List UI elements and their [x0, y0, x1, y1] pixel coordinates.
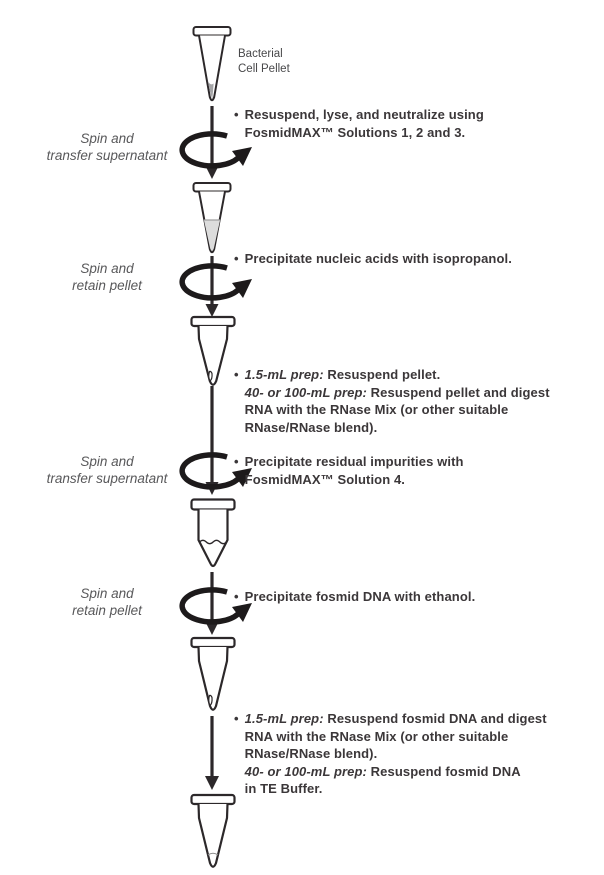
down-arrowhead: [205, 776, 219, 790]
down-arrow-icon: [162, 716, 262, 792]
tube-body: [199, 804, 228, 867]
start-label-line2: Cell Pellet: [238, 63, 290, 75]
prep-size-label: 40- or 100-mL prep:: [244, 384, 367, 400]
tube-cap-rim: [192, 500, 235, 510]
spin-label-4-line2: retain pellet: [72, 603, 142, 618]
text-line: RNA with the RNase Mix (or other suitable: [244, 402, 509, 417]
text-line: Resuspend fosmid DNA: [366, 763, 521, 779]
text-line: RNA with the RNase Mix (or other suitable: [244, 728, 509, 744]
tube-icon-final-dna: [188, 792, 238, 872]
step-note-final-resuspend-text: [245, 710, 547, 798]
spin-label-2-line1: Spin and: [80, 261, 134, 276]
pellet-outline-shape: [209, 371, 212, 381]
tube-body: [199, 326, 228, 385]
tube-cap-rim: [192, 638, 235, 647]
spin-label-2: [12, 260, 202, 294]
prep-size-label: 1.5-mL prep:: [244, 367, 324, 382]
bullet-dot: •: [234, 367, 239, 382]
bullet-dot: •: [234, 711, 239, 726]
bullet-dot: •: [234, 454, 239, 469]
text-line: in TE Buffer.: [244, 781, 323, 796]
prep-size-label: 1.5-mL prep:: [244, 711, 324, 726]
step-note-lyse: [234, 106, 484, 141]
step-note-final-resuspend: [234, 710, 547, 798]
tube-icon-nucleic-acid-pellet: [188, 314, 238, 390]
step-note-resuspend-pellet-text: [245, 366, 550, 436]
tube-icon-supernatant: [189, 180, 235, 258]
pellet-outline-shape: [209, 695, 212, 705]
step-note-isopropanol-text: [245, 250, 512, 268]
text-line: RNase/RNase blend).: [244, 746, 378, 761]
spin-label-4: [12, 585, 202, 619]
step-note-resuspend-pellet: [234, 366, 550, 436]
text-line: Precipitate nucleic acids with isopropanol.: [244, 251, 512, 266]
step-note-ethanol: [234, 588, 475, 606]
spin-label-3: [12, 453, 202, 487]
text-line: Resuspend, lyse, and neutralize using: [244, 107, 484, 122]
step-note-solution4: [234, 453, 464, 488]
step-note-solution4-text: [245, 453, 464, 488]
tube-icon-cleared-lysate: [188, 497, 238, 571]
spin-label-1-line1: Spin and: [80, 131, 134, 146]
tube-body: [199, 647, 228, 710]
text-line: RNase/RNase blend).: [244, 419, 378, 435]
tube-icon-bacterial-cell-pellet: [189, 24, 235, 106]
text-line: FosmidMAX™ Solutions 1, 2 and 3.: [244, 124, 466, 140]
spin-label-3-line2: transfer supernatant: [46, 471, 168, 486]
spin-label-1: [12, 130, 202, 164]
prep-size-label: 40- or 100-mL prep:: [244, 763, 367, 779]
text-line: Resuspend fosmid DNA and digest: [323, 711, 547, 726]
text-line: Precipitate fosmid DNA with ethanol.: [244, 589, 476, 604]
text-line: Resuspend pellet and digest: [366, 384, 550, 400]
step-note-isopropanol: [234, 250, 512, 268]
spin-label-3-line1: Spin and: [80, 454, 134, 469]
text-line: FosmidMAX™ Solution 4.: [244, 471, 406, 487]
tube-cap-rim: [194, 27, 231, 36]
text-line: Resuspend pellet.: [323, 367, 441, 382]
step-note-ethanol-text: [245, 588, 476, 606]
tube-icon-fosmid-dna-pellet: [188, 635, 238, 715]
spin-label-2-line2: retain pellet: [72, 278, 142, 293]
tube-cap-rim: [192, 795, 235, 804]
bullet-dot: •: [234, 251, 239, 266]
tube-cap-rim: [192, 317, 235, 326]
tube-cap-rim: [194, 183, 231, 192]
start-label-line1: Bacterial: [238, 48, 283, 60]
spin-label-1-line2: transfer supernatant: [46, 148, 168, 163]
tube-body: [199, 510, 228, 567]
step-note-lyse-text: [245, 106, 484, 141]
start-label: [238, 47, 290, 77]
bullet-dot: •: [234, 589, 239, 604]
bullet-dot: •: [234, 107, 239, 122]
text-line: Precipitate residual impurities with: [244, 454, 464, 469]
spin-label-4-line1: Spin and: [80, 586, 134, 601]
